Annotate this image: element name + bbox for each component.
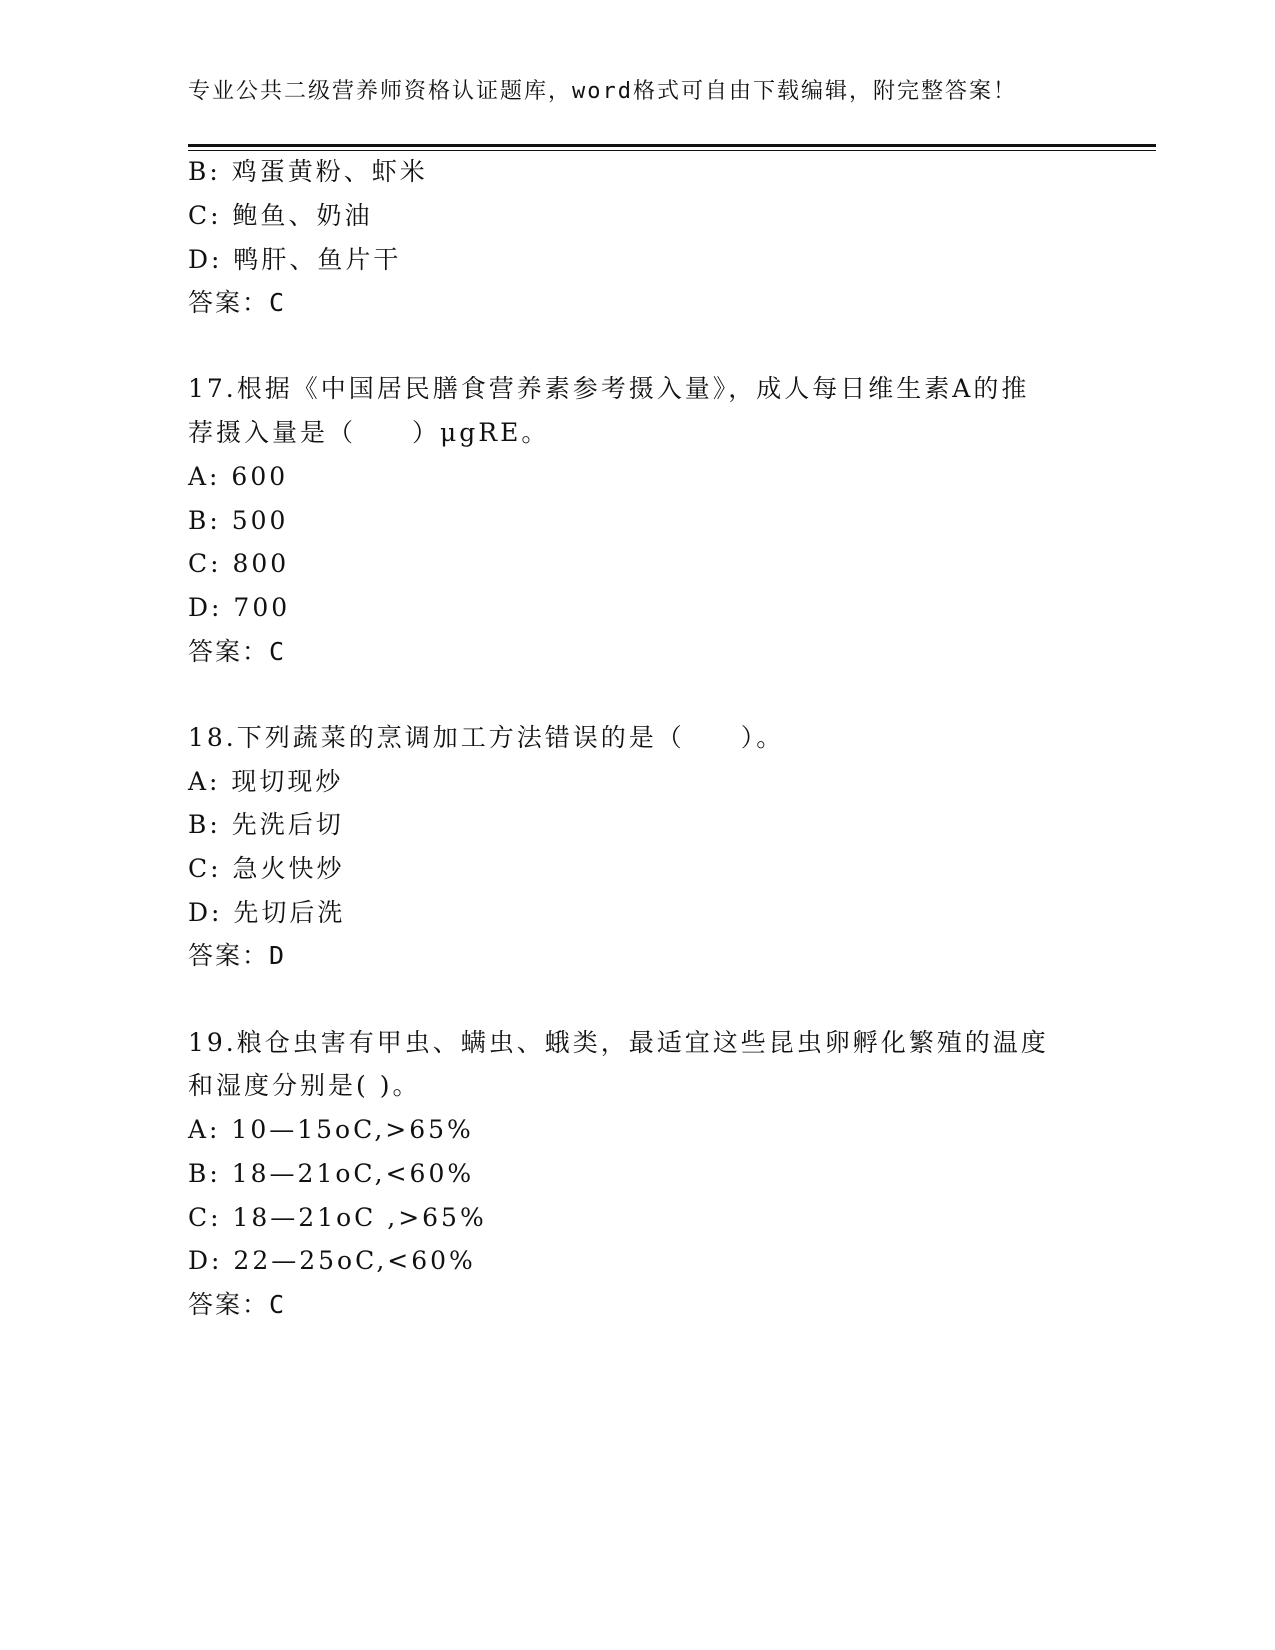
question-19-option-d: D: 22—25oC,<60% — [188, 1246, 476, 1275]
question-17-stem-line-2: 荐摄入量是（ ）μgRE。 — [188, 418, 550, 447]
header-rule-thin — [188, 150, 1156, 151]
question-19-stem-line-1: 19.粮仓虫害有甲虫、螨虫、蛾类，最适宜这些昆虫卵孵化繁殖的温度 — [188, 1028, 1049, 1057]
question-17-option-b: B: 500 — [188, 506, 289, 535]
question-19-stem-line-2: 和湿度分别是( )。 — [188, 1071, 421, 1100]
question-18-stem-line-1: 18.下列蔬菜的烹调加工方法错误的是（ ）。 — [188, 723, 785, 752]
question-19-option-c: C: 18—21oC ,>65% — [188, 1203, 487, 1232]
header-rule-thick — [188, 144, 1156, 147]
question-18-option-a: A: 现切现炒 — [188, 767, 344, 796]
question-17-answer: 答案：C — [188, 637, 287, 666]
question-19-option-b: B: 18—21oC,<60% — [188, 1159, 475, 1188]
option-b: B: 鸡蛋黄粉、虾米 — [188, 157, 428, 186]
question-18-option-d: D: 先切后洗 — [188, 898, 346, 927]
question-19-answer: 答案：C — [188, 1290, 287, 1319]
question-17-stem-line-1: 17.根据《中国居民膳食营养素参考摄入量》，成人每日维生素A的推 — [188, 374, 1030, 403]
question-17-option-c: C: 800 — [188, 549, 290, 578]
question-18-option-b: B: 先洗后切 — [188, 810, 344, 839]
question-19-option-a: A: 10—15oC,>65% — [188, 1115, 474, 1144]
question-18-option-c: C: 急火快炒 — [188, 854, 345, 883]
option-c: C: 鲍鱼、奶油 — [188, 201, 373, 230]
question-17-option-a: A: 600 — [188, 462, 289, 491]
option-d: D: 鸭肝、鱼片干 — [188, 245, 402, 274]
answer-line: 答案：C — [188, 288, 287, 317]
page-header: 专业公共二级营养师资格认证题库，word格式可自由下载编辑，附完整答案！ — [188, 79, 1017, 104]
question-17-option-d: D: 700 — [188, 593, 291, 622]
question-18-answer: 答案：D — [188, 941, 287, 970]
